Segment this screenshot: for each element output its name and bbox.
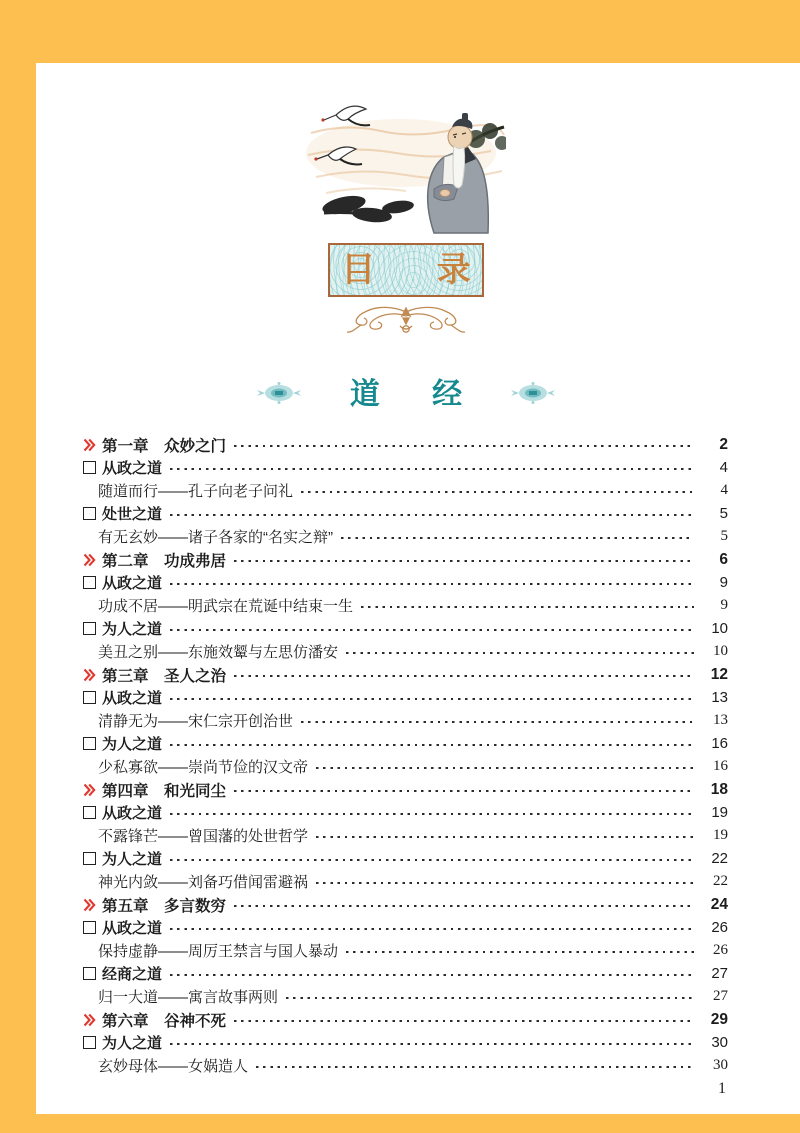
dot-leader: [256, 1066, 694, 1068]
dot-leader: [234, 445, 694, 447]
dot-leader: [170, 583, 694, 585]
dot-leader: [316, 836, 694, 838]
toc-row: [83, 916, 728, 939]
toc-row: [83, 962, 728, 985]
toc-row: [83, 548, 728, 571]
toc-row: [83, 847, 728, 870]
section-marker-icon: [83, 1036, 102, 1049]
dot-leader: [170, 744, 694, 746]
toc-row: [83, 732, 728, 755]
dot-leader: [234, 560, 694, 562]
chapter-marker-icon: [83, 898, 102, 912]
toc-entry-page: 2: [719, 435, 728, 453]
folio-page-number: 1: [718, 1080, 726, 1097]
toc-title-box: [328, 243, 497, 297]
dot-leader: [286, 997, 694, 999]
toc-entry-text: 神光内敛——刘备巧借闻雷避祸: [98, 874, 309, 891]
toc-row: [83, 571, 728, 594]
toc-row: [83, 1031, 728, 1054]
dot-leader: [170, 928, 694, 930]
teal-flourish-right-icon: [510, 380, 556, 411]
toc-entry-page: 19: [711, 804, 728, 821]
toc-entry-page: 5: [720, 528, 728, 544]
toc-row: [83, 755, 728, 778]
laozi-illustration: [306, 93, 506, 235]
section-marker-icon: [83, 576, 102, 589]
dot-leader: [170, 698, 694, 700]
toc-entry-text: 清静无为——宋仁宗开创治世: [98, 713, 294, 730]
section-marker-icon: [83, 622, 102, 635]
dot-leader: [316, 882, 694, 884]
toc-entry-text: 少私寡欲——崇尚节俭的汉文帝: [98, 759, 309, 776]
toc-entry-page: 13: [711, 689, 728, 706]
toc-row: [83, 985, 728, 1008]
toc-entry-text: 归一大道——寓言故事两则: [98, 989, 279, 1006]
toc-entry-text: 从政之道: [102, 805, 163, 822]
toc-entry-text: 为人之道: [102, 851, 163, 868]
page-content: [36, 63, 800, 1114]
dot-leader: [341, 537, 694, 539]
toc-entry-page: 19: [713, 827, 728, 843]
section-marker-icon: [83, 507, 102, 520]
toc-row: [83, 617, 728, 640]
toc-entry-page: 29: [710, 1010, 728, 1028]
toc-entry-text: 第六章 谷神不死: [102, 1012, 227, 1030]
toc-entry-text: 不露锋芒——曾国藩的处世哲学: [98, 828, 309, 845]
chapter-marker-icon: [83, 783, 102, 797]
dot-leader: [346, 652, 694, 654]
toc-entry-text: 从政之道: [102, 920, 163, 937]
toc-entry-page: 18: [710, 780, 728, 798]
toc-row: [83, 709, 728, 732]
dot-leader: [170, 629, 694, 631]
toc-entry-text: 为人之道: [102, 621, 163, 638]
toc-entry-page: 5: [719, 505, 728, 522]
toc-row: [83, 502, 728, 525]
chapter-marker-icon: [83, 553, 102, 567]
toc-entry-text: 第二章 功成弗居: [102, 552, 227, 570]
section-heading: 道 经: [349, 378, 485, 411]
toc-entry-text: 第三章 圣人之治: [102, 667, 227, 685]
toc-entry-page: 10: [713, 643, 728, 659]
toc-entry-text: 处世之道: [102, 506, 163, 523]
frame-band-top: [0, 0, 800, 63]
chapter-marker-icon: [83, 1013, 102, 1027]
toc-row: [83, 456, 728, 479]
toc-row: [83, 433, 728, 456]
dot-leader: [170, 859, 694, 861]
dot-leader: [361, 606, 694, 608]
toc-entry-page: 27: [711, 965, 728, 982]
toc-row: [83, 594, 728, 617]
header-column: [24, 63, 788, 415]
chapter-marker-icon: [83, 668, 102, 682]
dot-leader: [346, 951, 694, 953]
dot-leader: [301, 491, 694, 493]
toc-title: 目 录: [341, 251, 497, 289]
dot-leader: [170, 813, 694, 815]
toc-entry-page: 30: [713, 1057, 728, 1073]
toc-entry-page: 24: [710, 895, 728, 913]
toc-entry-text: 有无玄妙——诸子各家的“名实之辩”: [98, 529, 333, 546]
toc-entry-page: 16: [711, 735, 728, 752]
toc-entry-text: 经商之道: [102, 966, 163, 983]
toc-entry-page: 9: [719, 574, 728, 591]
dot-leader: [234, 675, 694, 677]
dot-leader: [234, 905, 694, 907]
toc-entry-text: 玄妙母体——女娲造人: [98, 1058, 249, 1075]
toc-entry-text: 随道而行——孔子向老子问礼: [98, 483, 294, 500]
toc-entry-text: 从政之道: [102, 460, 163, 477]
dot-leader: [170, 974, 694, 976]
toc-entry-page: 9: [720, 597, 728, 613]
chapter-marker-icon: [83, 438, 102, 452]
toc-row: [83, 893, 728, 916]
section-marker-icon: [83, 737, 102, 750]
toc-entry-page: 4: [720, 482, 728, 498]
dot-leader: [170, 1043, 694, 1045]
toc-row: [83, 686, 728, 709]
toc-entry-text: 为人之道: [102, 736, 163, 753]
dot-leader: [301, 721, 694, 723]
toc-entry-page: 26: [711, 919, 728, 936]
scroll-ornament-icon: [341, 302, 471, 343]
section-marker-icon: [83, 461, 102, 474]
toc-entry-page: 16: [713, 758, 728, 774]
toc-entry-text: 从政之道: [102, 575, 163, 592]
toc-entry-page: 27: [713, 988, 728, 1004]
toc-entry-page: 4: [719, 459, 728, 476]
toc-entry-page: 12: [710, 665, 728, 683]
toc-row: [83, 870, 728, 893]
toc-row: [83, 640, 728, 663]
teal-flourish-left-icon: [256, 380, 302, 411]
toc-entry-page: 6: [719, 550, 728, 568]
toc-row: [83, 801, 728, 824]
section-heading-row: [256, 375, 556, 415]
toc-entry-text: 美丑之别——东施效颦与左思仿潘安: [98, 644, 339, 661]
dot-leader: [170, 514, 694, 516]
toc-entry-page: 13: [713, 712, 728, 728]
toc-row: [83, 663, 728, 686]
toc-entry-text: 第五章 多言数穷: [102, 897, 227, 915]
toc-row: [83, 479, 728, 502]
toc-row: [83, 778, 728, 801]
toc-row: [83, 1008, 728, 1031]
toc-entry-text: 功成不居——明武宗在荒诞中结束一生: [98, 598, 354, 615]
toc-row: [83, 939, 728, 962]
toc-entry-text: 第四章 和光同尘: [102, 782, 227, 800]
toc-entry-page: 30: [711, 1034, 728, 1051]
toc-entry-page: 22: [711, 850, 728, 867]
section-marker-icon: [83, 691, 102, 704]
toc-entry-text: 保持虚静——周厉王禁言与国人暴动: [98, 943, 339, 960]
frame-band-bottom: [0, 1114, 800, 1133]
section-marker-icon: [83, 806, 102, 819]
toc-entry-page: 26: [713, 942, 728, 958]
section-marker-icon: [83, 921, 102, 934]
toc-row: [83, 525, 728, 548]
section-marker-icon: [83, 852, 102, 865]
toc-entry-text: 第一章 众妙之门: [102, 437, 227, 455]
toc-list: [83, 433, 728, 1077]
toc-entry-page: 22: [713, 873, 728, 889]
dot-leader: [234, 1020, 694, 1022]
toc-row: [83, 1054, 728, 1077]
section-marker-icon: [83, 967, 102, 980]
toc-entry-text: 为人之道: [102, 1035, 163, 1052]
toc-entry-text: 从政之道: [102, 690, 163, 707]
dot-leader: [170, 468, 694, 470]
toc-row: [83, 824, 728, 847]
dot-leader: [316, 767, 694, 769]
toc-entry-page: 10: [711, 620, 728, 637]
dot-leader: [234, 790, 694, 792]
